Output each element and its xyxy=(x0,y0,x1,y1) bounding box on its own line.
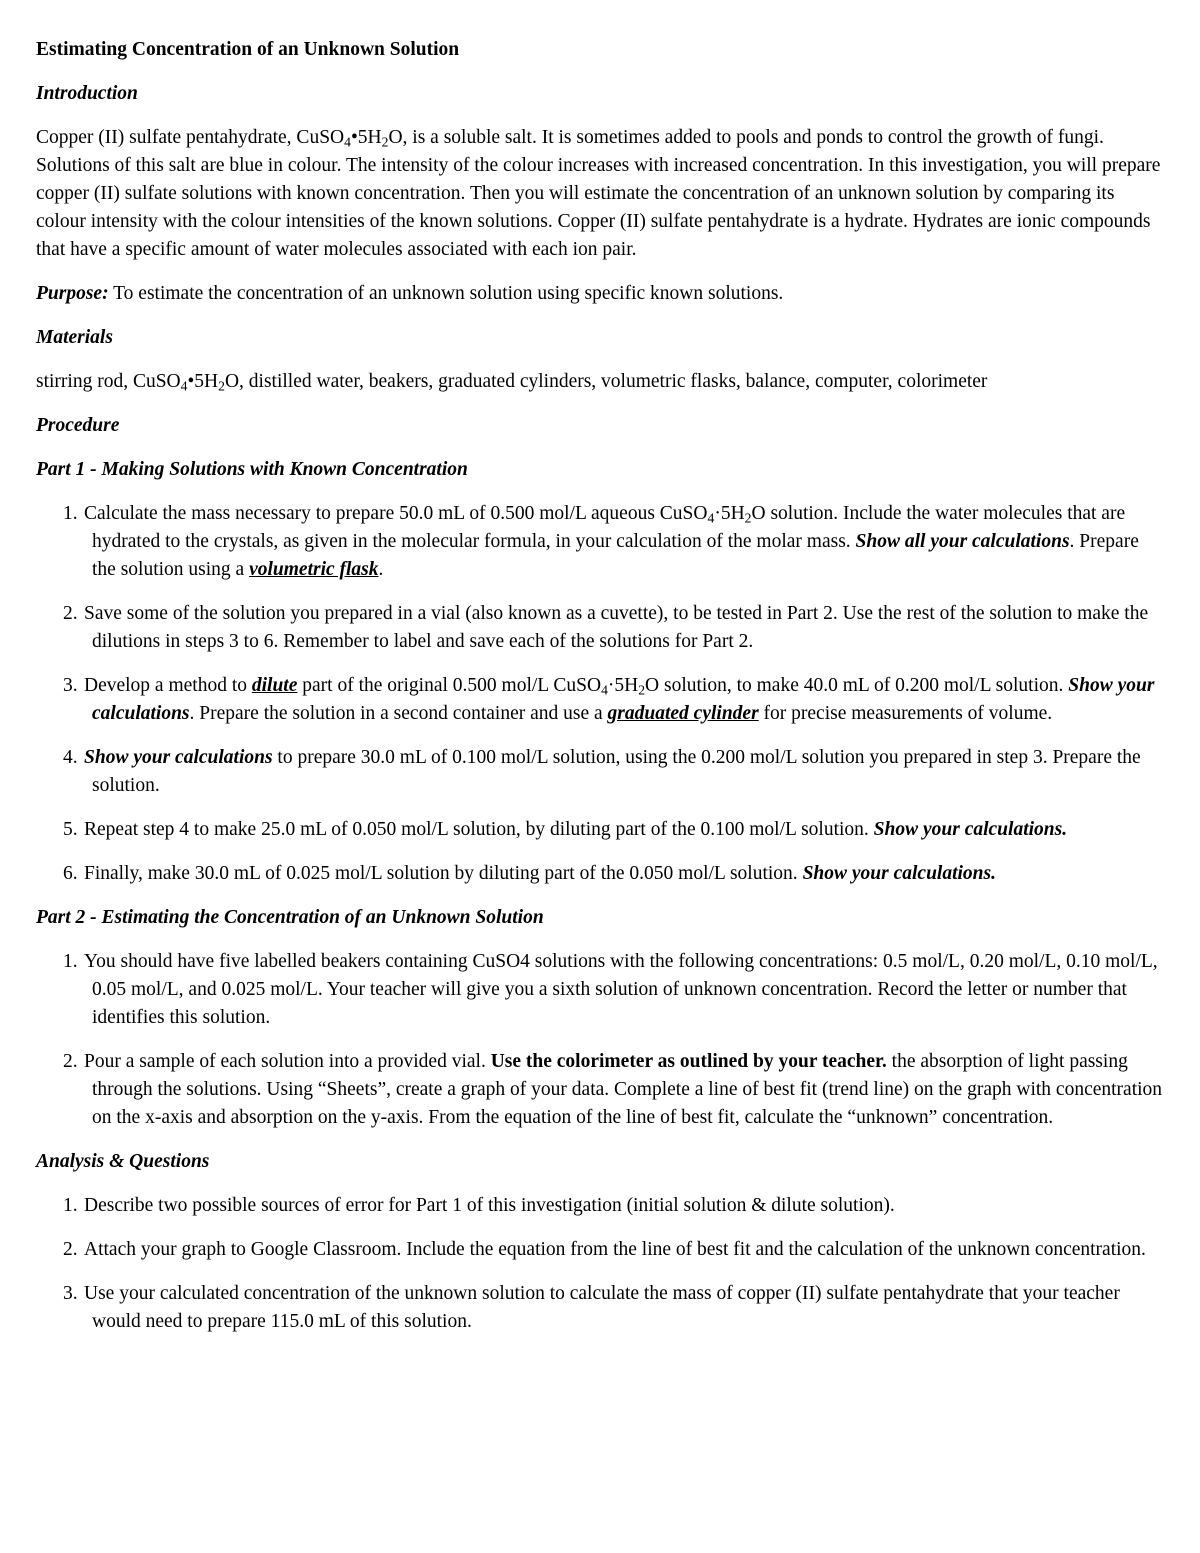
list-item: 1. You should have five labelled beakers containing CuSO4 solutions with the following concentrations: 0.5 mol/L, 0.20 mol/L, 0.10 mol/L, 0.05 mol/L, and 0.025 mol/L. Your teacher will give you a sixth solution of unknown concentration. Record the letter or number that identifies this solution. xyxy=(63,951,1158,1028)
list-item: 6. Finally, make 30.0 mL of 0.025 mol/L solution by diluting part of the 0.050 mol/L solution. Show your calculations. xyxy=(63,863,996,884)
part1-heading: Part 1 - Making Solutions with Known Concentration xyxy=(36,459,468,480)
list-item: 4. Show your calculations to prepare 30.0 mL of 0.100 mol/L solution, using the 0.200 mol/L solution you prepared in step 3. Prepare the solution. xyxy=(63,747,1141,796)
part1-list xyxy=(36,500,1166,888)
document-title: Estimating Concentration of an Unknown Solution xyxy=(36,39,460,60)
list-item: 1. Calculate the mass necessary to prepare 50.0 mL of 0.500 mol/L aqueous $CuSO_4\cdot 5H_2O$ solution. Include the water molecules that are hydrated to the crystals, as given in the molecular formula, in your calculation of the molar mass. Show all your calculations. Prepare the solution using a volumetric flask. xyxy=(63,503,1139,580)
materials-heading: Materials xyxy=(36,327,113,348)
purpose-paragraph: Purpose: To estimate the concentration of an unknown solution using specific known solutions. xyxy=(36,283,784,304)
document-page xyxy=(36,36,1166,1352)
list-item: 2. Save some of the solution you prepared in a vial (also known as a cuvette), to be tested in Part 2. Use the rest of the solution to make the dilutions in steps 3 to 6. Remember to label and save each of the solutions for Part 2. xyxy=(63,603,1149,652)
part2-list xyxy=(36,948,1166,1132)
part2-heading: Part 2 - Estimating the Concentration of an Unknown Solution xyxy=(36,907,544,928)
list-item: 1. Describe two possible sources of error for Part 1 of this investigation (initial solution & dilute solution). xyxy=(63,1195,895,1216)
materials-list: stirring rod, $CuSO_4•5H_2O$, distilled water, beakers, graduated cylinders, volumetric flasks, balance, computer, colorimeter xyxy=(36,371,988,394)
analysis-list xyxy=(36,1192,1166,1336)
list-item: 5. Repeat step 4 to make 25.0 mL of 0.050 mol/L solution, by diluting part of the 0.100 mol/L solution. Show your calculations. xyxy=(63,819,1068,840)
purpose-label: Purpose: xyxy=(36,283,109,304)
list-item: 3. Use your calculated concentration of the unknown solution to calculate the mass of copper (II) sulfate pentahydrate that your teacher would need to prepare 115.0 mL of this solution. xyxy=(63,1283,1120,1332)
list-item: 2. Pour a sample of each solution into a provided vial. Use the colorimeter as outlined by your teacher. the absorption of light passing through the solutions. Using “Sheets”, create a graph of your data. Complete a line of best fit (trend line) on the graph with concentration on the x-axis and absorption on the y-axis. From the equation of the line of best fit, calculate the “unknown” concentration. xyxy=(63,1051,1163,1128)
introduction-paragraph: Copper (II) sulfate pentahydrate, $CuSO_4•5H_2O$, is a soluble salt. It is sometimes added to pools and ponds to control the growth of fungi. Solutions of this salt are blue in colour. The intensity of the colour increases with increased concentration. In this investigation, you will prepare copper (II) sulfate solutions with known concentration. Then you will estimate the concentration of an unknown solution by comparing its colour intensity with the colour intensities of the known solutions. Copper (II) sulfate pentahydrate is a hydrate. Hydrates are ionic compounds that have a specific amount of water molecules associated with each ion pair. xyxy=(36,127,1161,260)
list-item: 3. Develop a method to dilute part of the original 0.500 mol/L $CuSO_4\cdot 5H_2O$ solution, to make 40.0 mL of 0.200 mol/L solution. Show your calculations. Prepare the solution in a second container and use a graduated cylinder for precise measurements of volume. xyxy=(63,675,1155,724)
list-item: 2. Attach your graph to Google Classroom. Include the equation from the line of best fit and the calculation of the unknown concentration. xyxy=(63,1239,1146,1260)
analysis-heading: Analysis & Questions xyxy=(36,1151,210,1172)
introduction-heading: Introduction xyxy=(36,83,138,104)
procedure-heading: Procedure xyxy=(36,415,120,436)
